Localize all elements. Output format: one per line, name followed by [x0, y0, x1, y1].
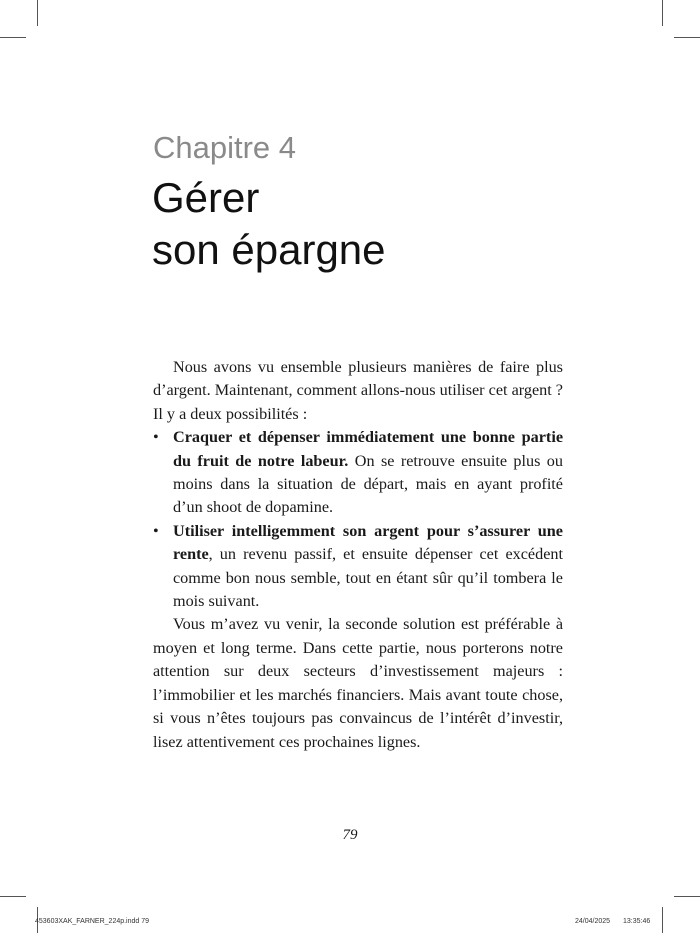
crop-mark-right-top [674, 37, 700, 38]
list-item [153, 426, 563, 520]
bullet-text: On se retrouve ensuite plus ou moins dans la situation de départ, mais en ayant profité d’un shoot de dopamine. [173, 451, 563, 517]
bullet-bold-text: Utiliser intelligemment son argent pour s’assurer une rente [173, 521, 563, 564]
slug-date: 24/04/2025 [575, 918, 611, 925]
chapter-title [152, 172, 386, 276]
crop-mark-top-right [662, 0, 663, 26]
slug-file: 453603XAK_FARNER_224p.indd 79 [35, 918, 150, 925]
chapter-title-line-1: Gérer [152, 174, 260, 221]
bullet-marker: • [153, 521, 159, 540]
page-number: 79 [342, 827, 358, 843]
conclusion-paragraph: Vous m’avez vu venir, la seconde solution est préférable à moyen et long terme. Dans cette partie, nous porterons notre attention sur deux secteurs d’investissement majeurs : l’immobilier et les marchés financiers. Mais avant toute chose, si vous n’êtes toujours pas convaincus de l’intérêt d’investir, lisez attentivement ces prochaines lignes. [153, 615, 563, 751]
crop-mark-top-left [37, 0, 38, 26]
chapter-title-line-2: son épargne [152, 226, 386, 273]
intro-paragraph: Nous avons vu ensemble plusieurs manières de faire plus d’argent. Maintenant, comment allons-nous utiliser cet argent ? Il y a deux possibilités : [153, 358, 563, 423]
list-item [153, 520, 563, 614]
slug-time: 13:35:46 [623, 918, 651, 925]
crop-mark-left-bottom [0, 896, 26, 897]
crop-mark-right-bottom [674, 896, 700, 897]
crop-mark-bottom-right [662, 907, 663, 933]
body-text [153, 356, 563, 754]
bullet-bold-text: Craquer et dépenser immédiatement une bonne partie du fruit de notre labeur. [173, 428, 563, 470]
crop-mark-left-top [0, 37, 26, 38]
chapter-label: Chapitre 4 [153, 130, 297, 165]
bullet-marker: • [153, 428, 159, 447]
bullet-text: , un revenu passif, et ensuite dépenser cet excédent comme bon nous semble, tout en étant sûr qu’il tombera le mois suivant. [173, 545, 563, 611]
options-list [153, 426, 563, 613]
